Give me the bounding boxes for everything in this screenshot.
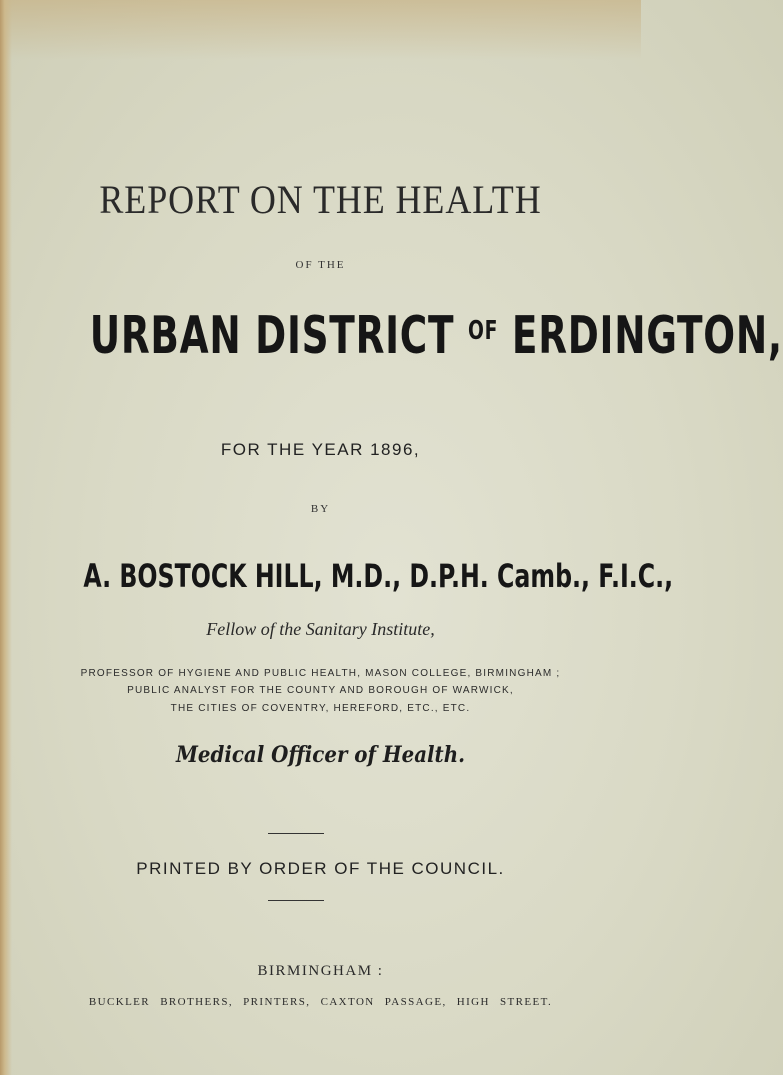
position-line-2: PUBLIC ANALYST FOR THE COUNTY AND BOROUGH OF WARWICK, bbox=[127, 685, 514, 696]
divider-rule-bottom bbox=[268, 900, 324, 901]
district-name-part2: ERDINGTON, bbox=[511, 306, 783, 366]
imprint-printers: BUCKLER BROTHERS, PRINTERS, CAXTON PASSAGE, HIGH STREET. bbox=[88, 996, 553, 1008]
divider-rule-top bbox=[268, 833, 324, 834]
page-spine-edge bbox=[0, 0, 12, 1075]
year-line: FOR THE YEAR 1896, bbox=[220, 440, 421, 459]
report-title: REPORT ON THE HEALTH bbox=[99, 177, 542, 222]
by-label: BY bbox=[310, 503, 331, 515]
printed-by-line: PRINTED BY ORDER OF THE COUNCIL. bbox=[136, 859, 505, 878]
fellowship-line: Fellow of the Sanitary Institute, bbox=[206, 619, 435, 639]
position-line-1: PROFESSOR OF HYGIENE AND PUBLIC HEALTH, MASON COLLEGE, BIRMINGHAM ; bbox=[80, 668, 561, 679]
of-the-label: OF THE bbox=[295, 259, 346, 271]
position-line-3: THE CITIES OF COVENTRY, HEREFORD, ETC., ETC. bbox=[170, 703, 471, 714]
district-name-part1: URBAN DISTRICT bbox=[89, 306, 455, 366]
author-name: A. BOSTOCK HILL, M.D., D.P.H. Camb., F.I.C., bbox=[83, 557, 674, 595]
office-title: Medical Officer of Health. bbox=[175, 742, 466, 768]
district-name bbox=[89, 306, 783, 366]
page-top-edge bbox=[0, 0, 641, 60]
imprint-city: BIRMINGHAM : bbox=[257, 963, 384, 979]
district-name-of: OF bbox=[467, 316, 499, 346]
